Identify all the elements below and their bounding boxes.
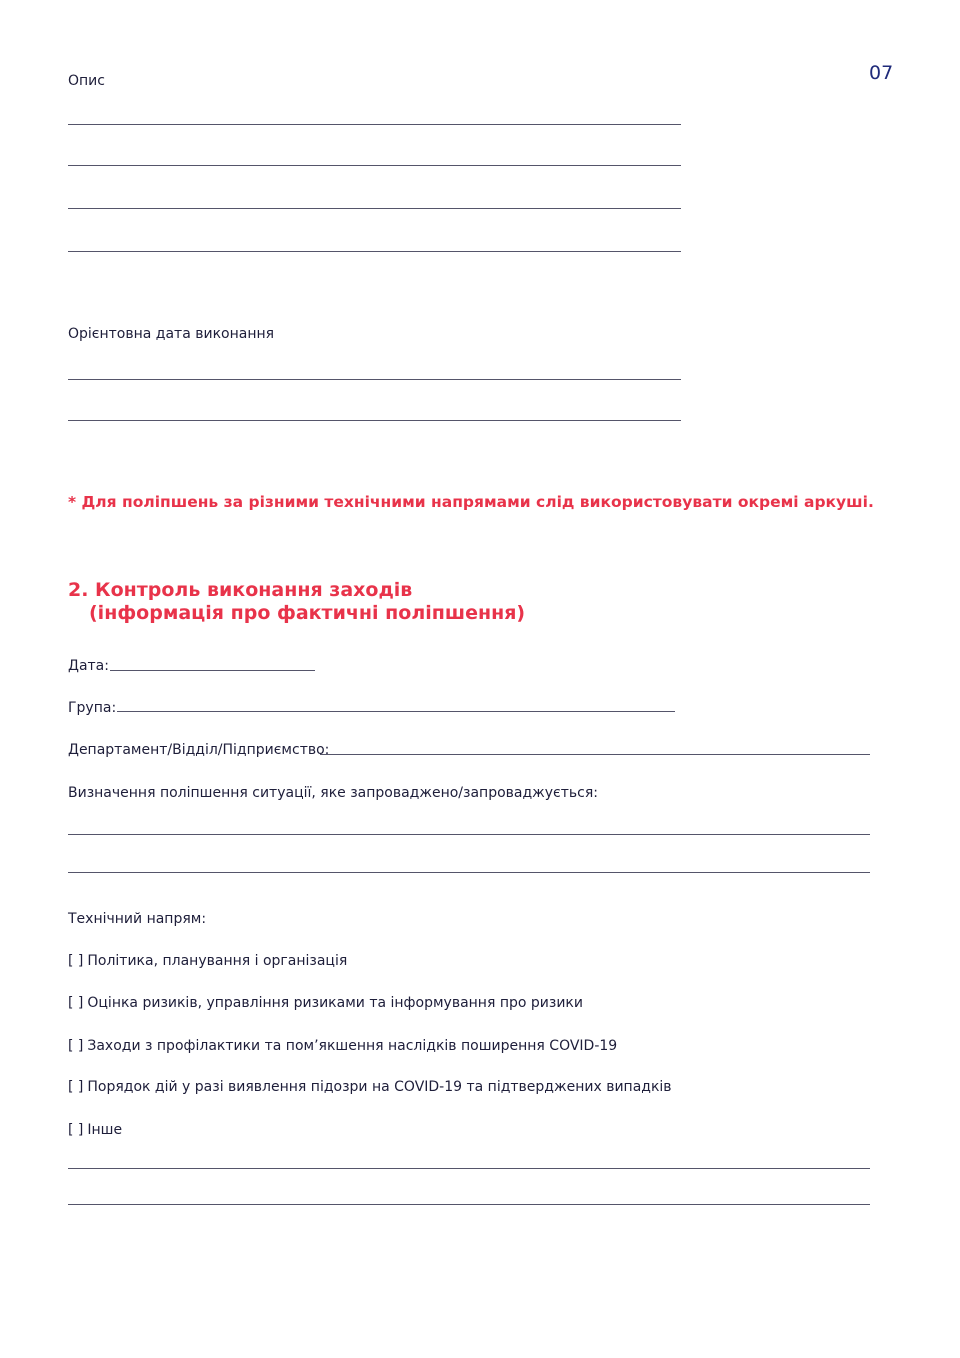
option-risk-assessment[interactable] bbox=[68, 994, 583, 1012]
option-other[interactable] bbox=[68, 1121, 122, 1139]
other-line-1[interactable] bbox=[68, 1168, 870, 1169]
description-line-1[interactable] bbox=[68, 124, 681, 125]
description-line-2[interactable] bbox=[68, 165, 681, 166]
section-2-subheading: (інформація про фактичні поліпшення) bbox=[89, 602, 526, 624]
description-line-4[interactable] bbox=[68, 251, 681, 252]
improvement-line-1[interactable] bbox=[68, 834, 870, 835]
date-field-line[interactable] bbox=[110, 670, 315, 671]
option-label: Оцінка ризиків, управління ризиками та інформування про ризики bbox=[87, 995, 583, 1011]
date-label: Дата: bbox=[68, 658, 109, 674]
improvement-line-2[interactable] bbox=[68, 872, 870, 873]
estimated-date-line-2[interactable] bbox=[68, 420, 681, 421]
department-label: Департамент/Відділ/Підприємство: bbox=[68, 742, 330, 758]
separate-sheets-note: * Для поліпшень за різними технічними напрямами слід використовувати окремі аркуші. bbox=[68, 493, 874, 511]
page-number: 07 bbox=[869, 62, 894, 84]
option-label: Інше bbox=[87, 1122, 123, 1138]
section-2-heading: 2. Контроль виконання заходів bbox=[68, 579, 413, 601]
option-policy[interactable] bbox=[68, 952, 347, 970]
estimated-date-line-1[interactable] bbox=[68, 379, 681, 380]
checkbox[interactable]: [ ] bbox=[68, 953, 84, 969]
estimated-date-label: Орієнтовна дата виконання bbox=[68, 326, 275, 342]
department-field-line[interactable] bbox=[320, 754, 870, 755]
improvement-label: Визначення поліпшення ситуації, яке запроваджено/запроваджується: bbox=[68, 785, 598, 801]
description-line-3[interactable] bbox=[68, 208, 681, 209]
option-response-procedure[interactable] bbox=[68, 1078, 672, 1096]
option-label: Порядок дій у разі виявлення підозри на COVID-19 та підтверджених випадків bbox=[87, 1079, 672, 1095]
technical-direction-label: Технічний напрям: bbox=[68, 911, 207, 927]
other-line-2[interactable] bbox=[68, 1204, 870, 1205]
option-prevention[interactable] bbox=[68, 1037, 617, 1055]
description-label: Опис bbox=[68, 73, 105, 89]
group-field-line[interactable] bbox=[117, 711, 675, 712]
option-label: Заходи з профілактики та пом’якшення наслідків поширення COVID-19 bbox=[87, 1038, 618, 1054]
option-label: Політика, планування і організація bbox=[87, 953, 348, 969]
checkbox[interactable]: [ ] bbox=[68, 995, 84, 1011]
checkbox[interactable]: [ ] bbox=[68, 1079, 84, 1095]
checkbox[interactable]: [ ] bbox=[68, 1038, 84, 1054]
group-label: Група: bbox=[68, 700, 117, 716]
checkbox[interactable]: [ ] bbox=[68, 1122, 84, 1138]
